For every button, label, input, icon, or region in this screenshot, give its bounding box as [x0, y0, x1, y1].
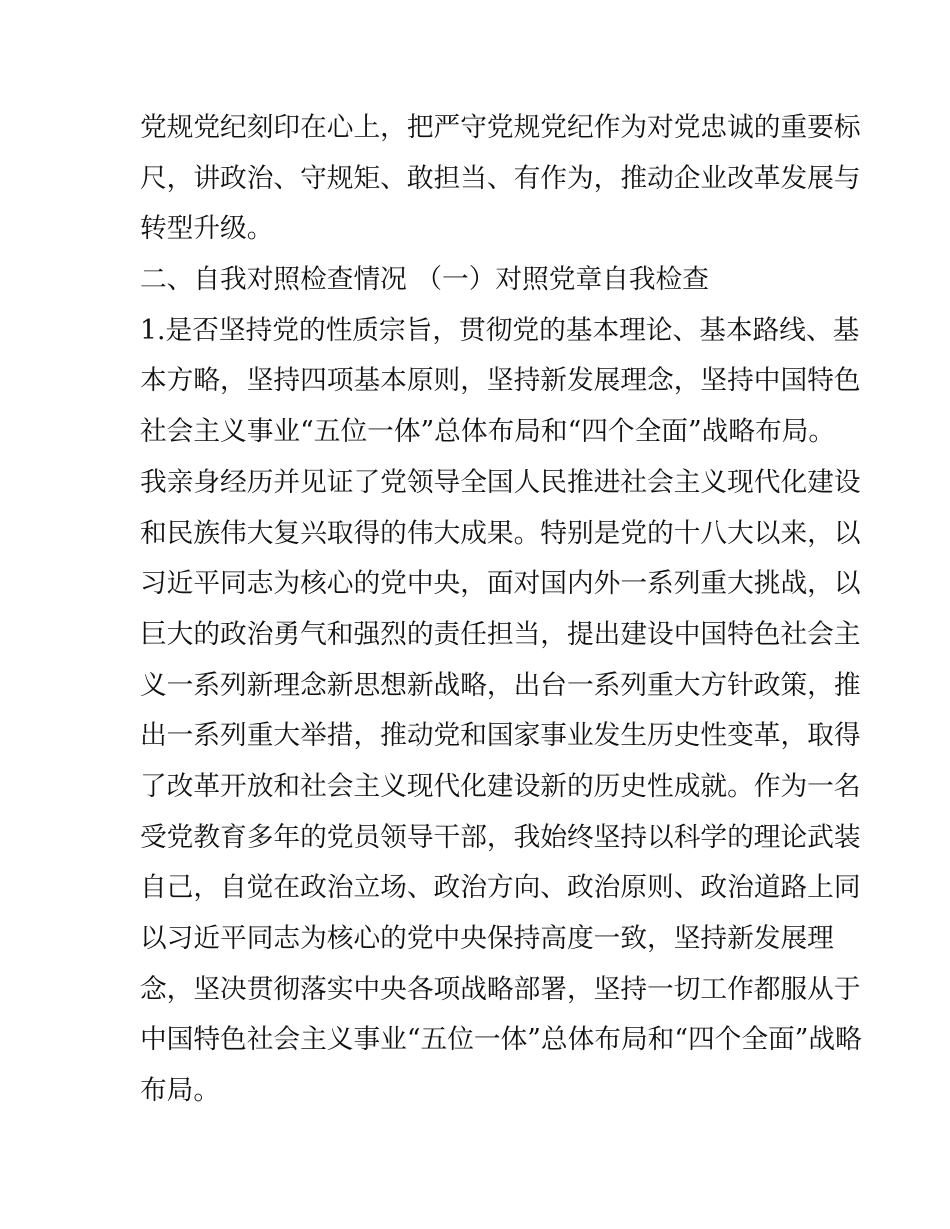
text-line: 党规党纪刻印在心上，把严守党规党纪作为对党忠诚的重要标 [140, 112, 861, 143]
text-line: 了改革开放和社会主义现代化建设新的历史性成就。作为一名 [140, 770, 861, 802]
text-line: 义一系列新理念新思想新战略，出台一系列重大方针政策，推 [140, 669, 861, 701]
text-line: 我亲身经历并见证了党领导全国人民推进社会主义现代化建设 [140, 466, 861, 498]
text-line: 巨大的政治勇气和强烈的责任担当，提出建设中国特色社会主 [140, 618, 861, 650]
text-line: 二、自我对照检查情况 （一）对照党章自我检查 [140, 264, 709, 296]
text-line: 尺，讲政治、守规矩、敢担当、有作为，推动企业改革发展与 [140, 162, 861, 194]
text-line: 念，坚决贯彻落实中央各项战略部署，坚持一切工作都服从于 [140, 973, 861, 1005]
text-line: 习近平同志为核心的党中央，面对国内外一系列重大挑战，以 [140, 568, 861, 600]
text-line: 社会主义事业“五位一体”总体布局和“四个全面”战略布局。 [140, 416, 836, 448]
text-line: 以习近平同志为核心的党中央保持高度一致，坚持新发展理 [140, 923, 834, 954]
text-line: 1.是否坚持党的性质宗旨，贯彻党的基本理论、基本路线、基 [140, 314, 860, 346]
text-line: 和民族伟大复兴取得的伟大成果。特别是党的十八大以来，以 [140, 517, 861, 549]
text-line: 中国特色社会主义事业“五位一体”总体布局和“四个全面”战略 [140, 1024, 862, 1056]
text-line: 转型升级。 [140, 213, 274, 245]
text-line: 受党教育多年的党员领导干部，我始终坚持以科学的理论武装 [140, 821, 861, 853]
text-line: 自己，自觉在政治立场、政治方向、政治原则、政治道路上同 [140, 872, 861, 904]
text-line: 出一系列重大举措，推动党和国家事业发生历史性变革，取得 [140, 720, 861, 752]
text-line: 本方略，坚持四项基本原则，坚持新发展理念，坚持中国特色 [140, 365, 861, 397]
text-line: 布局。 [140, 1075, 221, 1107]
document-body [140, 103, 862, 1117]
